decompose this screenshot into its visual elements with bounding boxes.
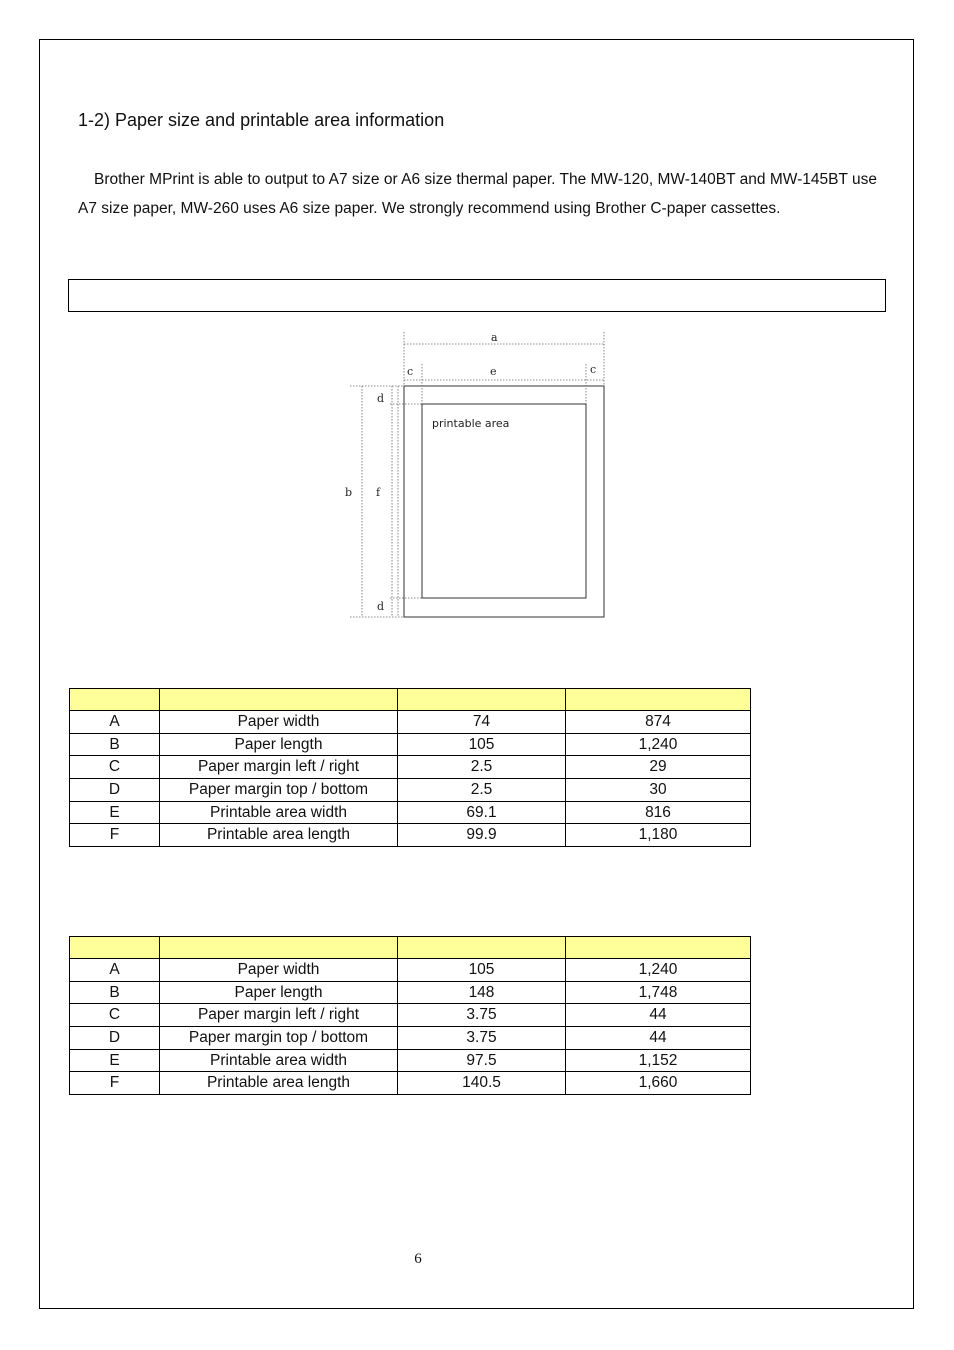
table-cell: 30 <box>566 779 751 802</box>
label-c-left: c <box>407 365 414 378</box>
table-cell: 1,240 <box>566 733 751 756</box>
section-heading: 1-2) Paper size and printable area information <box>78 110 445 130</box>
table-row <box>70 1027 751 1050</box>
table-cell: F <box>70 824 160 847</box>
table-cell: 44 <box>566 1004 751 1027</box>
table-cell: Paper width <box>160 959 398 982</box>
table-cell <box>70 937 160 959</box>
label-f: f <box>376 486 381 499</box>
table-cell: 1,660 <box>566 1072 751 1095</box>
table-row <box>70 981 751 1004</box>
table-cell: 29 <box>566 756 751 779</box>
table-cell: 2.5 <box>398 779 566 802</box>
label-a: a <box>491 331 498 344</box>
table-row <box>70 756 751 779</box>
label-d-bottom: d <box>377 600 385 613</box>
table-cell: D <box>70 1027 160 1050</box>
table-cell: 816 <box>566 801 751 824</box>
table-cell: Printable area length <box>160 824 398 847</box>
label-b: b <box>345 486 353 499</box>
table-row <box>70 1004 751 1027</box>
table-cell: A <box>70 959 160 982</box>
table-cell: 105 <box>398 733 566 756</box>
table-cell: 3.75 <box>398 1004 566 1027</box>
table-cell: Paper margin left / right <box>160 756 398 779</box>
a7-spec-table <box>69 688 751 847</box>
intro-paragraph: Brother MPrint is able to output to A7 size or A6 size thermal paper. The MW-120, MW-140BT and MW-145BT use A7 size paper, MW-260 uses A6 size paper. We strongly recommend using Brother C-paper cassettes. <box>78 171 877 217</box>
table-cell: 1,152 <box>566 1049 751 1072</box>
table-row <box>70 733 751 756</box>
table-cell: B <box>70 981 160 1004</box>
table-cell: E <box>70 1049 160 1072</box>
table-cell: 2.5 <box>398 756 566 779</box>
table-cell: 99.9 <box>398 824 566 847</box>
table-cell: Printable area length <box>160 1072 398 1095</box>
table-cell: F <box>70 1072 160 1095</box>
table-cell: Printable area width <box>160 801 398 824</box>
table-cell: C <box>70 756 160 779</box>
table-row <box>70 801 751 824</box>
table-cell: 105 <box>398 959 566 982</box>
table-cell <box>160 689 398 711</box>
table-cell: Paper margin left / right <box>160 1004 398 1027</box>
table-cell: 74 <box>398 711 566 734</box>
printable-area-rect <box>422 404 586 598</box>
a6-spec-table <box>69 936 751 1095</box>
table-cell: 140.5 <box>398 1072 566 1095</box>
table-cell: Paper length <box>160 981 398 1004</box>
table-cell: D <box>70 779 160 802</box>
table-cell <box>398 689 566 711</box>
table-header-row <box>70 937 751 959</box>
printable-area-label: printable area <box>432 417 510 430</box>
table-cell: 69.1 <box>398 801 566 824</box>
table-cell: 148 <box>398 981 566 1004</box>
table-cell: A <box>70 711 160 734</box>
table-cell <box>566 689 751 711</box>
table-cell: 44 <box>566 1027 751 1050</box>
table-cell <box>398 937 566 959</box>
table-cell: 1,748 <box>566 981 751 1004</box>
table-cell <box>566 937 751 959</box>
table-cell: E <box>70 801 160 824</box>
page-frame <box>39 39 914 1309</box>
table-cell: Paper length <box>160 733 398 756</box>
label-c-right: c <box>590 363 597 376</box>
paper-layout-diagram <box>340 328 620 628</box>
table-row <box>70 959 751 982</box>
table-header-row <box>70 689 751 711</box>
table-cell: 874 <box>566 711 751 734</box>
table-cell: 1,180 <box>566 824 751 847</box>
table-cell: B <box>70 733 160 756</box>
table-cell <box>160 937 398 959</box>
table-cell: 1,240 <box>566 959 751 982</box>
table-cell: Printable area width <box>160 1049 398 1072</box>
table-row <box>70 779 751 802</box>
table-cell: 3.75 <box>398 1027 566 1050</box>
table-row <box>70 1072 751 1095</box>
label-d-top: d <box>377 392 385 405</box>
table-row <box>70 711 751 734</box>
table-row <box>70 1049 751 1072</box>
table-row <box>70 824 751 847</box>
table-cell: C <box>70 1004 160 1027</box>
label-e: e <box>490 365 497 378</box>
page-number: 6 <box>414 1251 422 1267</box>
table-cell: Paper width <box>160 711 398 734</box>
table-cell: Paper margin top / bottom <box>160 779 398 802</box>
table-cell: Paper margin top / bottom <box>160 1027 398 1050</box>
figure-caption-box <box>68 279 886 312</box>
table-cell: 97.5 <box>398 1049 566 1072</box>
table-cell <box>70 689 160 711</box>
